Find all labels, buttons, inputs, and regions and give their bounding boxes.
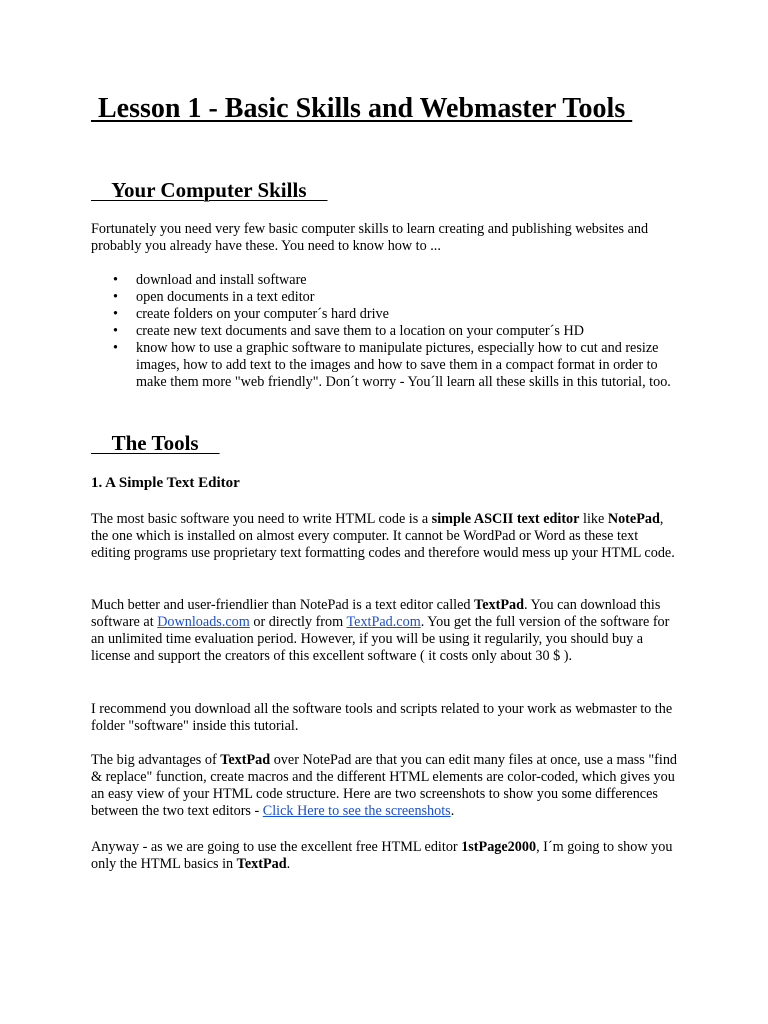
skills-list — [91, 272, 681, 391]
screenshots-link[interactable]: Click Here to see the screenshots — [262, 803, 451, 819]
bullet-icon: • — [113, 272, 118, 288]
bullet-icon: • — [113, 323, 118, 339]
bullet-icon: • — [113, 340, 118, 356]
heading-the-tools: The Tools — [91, 431, 220, 455]
list-item-text: know how to use a graphic software to manipulate pictures, especially how to cut and resize images, how to add text to the images and how to save them in a compact format in order to make them more "web friendly". Don´t worry - You´ll learn all these skills in this tutorial, too. — [136, 340, 671, 390]
list-item — [91, 306, 681, 323]
intro-paragraph: Fortunately you need very few basic computer skills to learn creating and publishing websites and probably you already have these. You need to know how to ... — [91, 221, 649, 254]
textpad-link[interactable]: TextPad.com — [346, 614, 421, 630]
list-item — [91, 340, 681, 391]
emphasis-text: NotePad — [607, 511, 660, 527]
paragraph-anyway: Anyway - as we are going to use the excellent free HTML editor 1stPage2000, I´m going to show you only the HTML basics in TextPad. — [91, 839, 673, 872]
heading-computer-skills: Your Computer Skills — [91, 178, 328, 202]
paragraph-recommend: I recommend you download all the software tools and scripts related to your work as webmaster to the folder "software" inside this tutorial. — [91, 701, 673, 734]
paragraph-text-editor: The most basic software you need to write HTML code is a simple ASCII text editor like NotePad, the one which is installed on almost every computer. It cannot be WordPad or Word as these text editing programs use proprietary text formatting codes and therefore would mess up your HTML code. — [91, 511, 675, 561]
emphasis-text: TextPad — [474, 597, 524, 613]
list-item-text: open documents in a text editor — [136, 289, 315, 305]
downloads-link[interactable]: Downloads.com — [157, 614, 250, 630]
paragraph-textpad: Much better and user-friendlier than NotePad is a text editor called TextPad. You can download this software at Downloads.com or directly from TextPad.com. You get the full version of the software for an unlimited time evaluation period. However, if you will be using it regularily, you should buy a license and support the creators of this excellent software ( it costs only about 30 $ ). — [91, 597, 670, 664]
paragraph-advantages: The big advantages of TextPad over NotePad are that you can edit many files at once, use a mass "find & replace" function, create macros and the different HTML elements are color-coded, which gives you an easy view of your HTML code structure. Here are two screenshots to show you some differences between the two text editors - Click Here to see the screenshots. — [91, 752, 678, 819]
emphasis-text: TextPad — [220, 752, 271, 768]
list-item-text: create folders on your computer´s hard drive — [136, 306, 389, 322]
emphasis-text: TextPad — [236, 856, 287, 872]
bullet-icon: • — [113, 306, 118, 322]
emphasis-text: 1stPage2000 — [461, 839, 537, 855]
emphasis-text: simple ASCII text editor — [431, 511, 580, 527]
list-item — [91, 272, 681, 289]
list-item-text: download and install software — [136, 272, 307, 288]
page-title: Lesson 1 - Basic Skills and Webmaster Tools — [91, 93, 633, 124]
list-item — [91, 289, 681, 306]
list-item-text: create new text documents and save them to a location on your computer´s HD — [136, 323, 584, 339]
subheading-text-editor: 1. A Simple Text Editor — [91, 475, 240, 491]
list-item — [91, 323, 681, 340]
bullet-icon: • — [113, 289, 118, 305]
